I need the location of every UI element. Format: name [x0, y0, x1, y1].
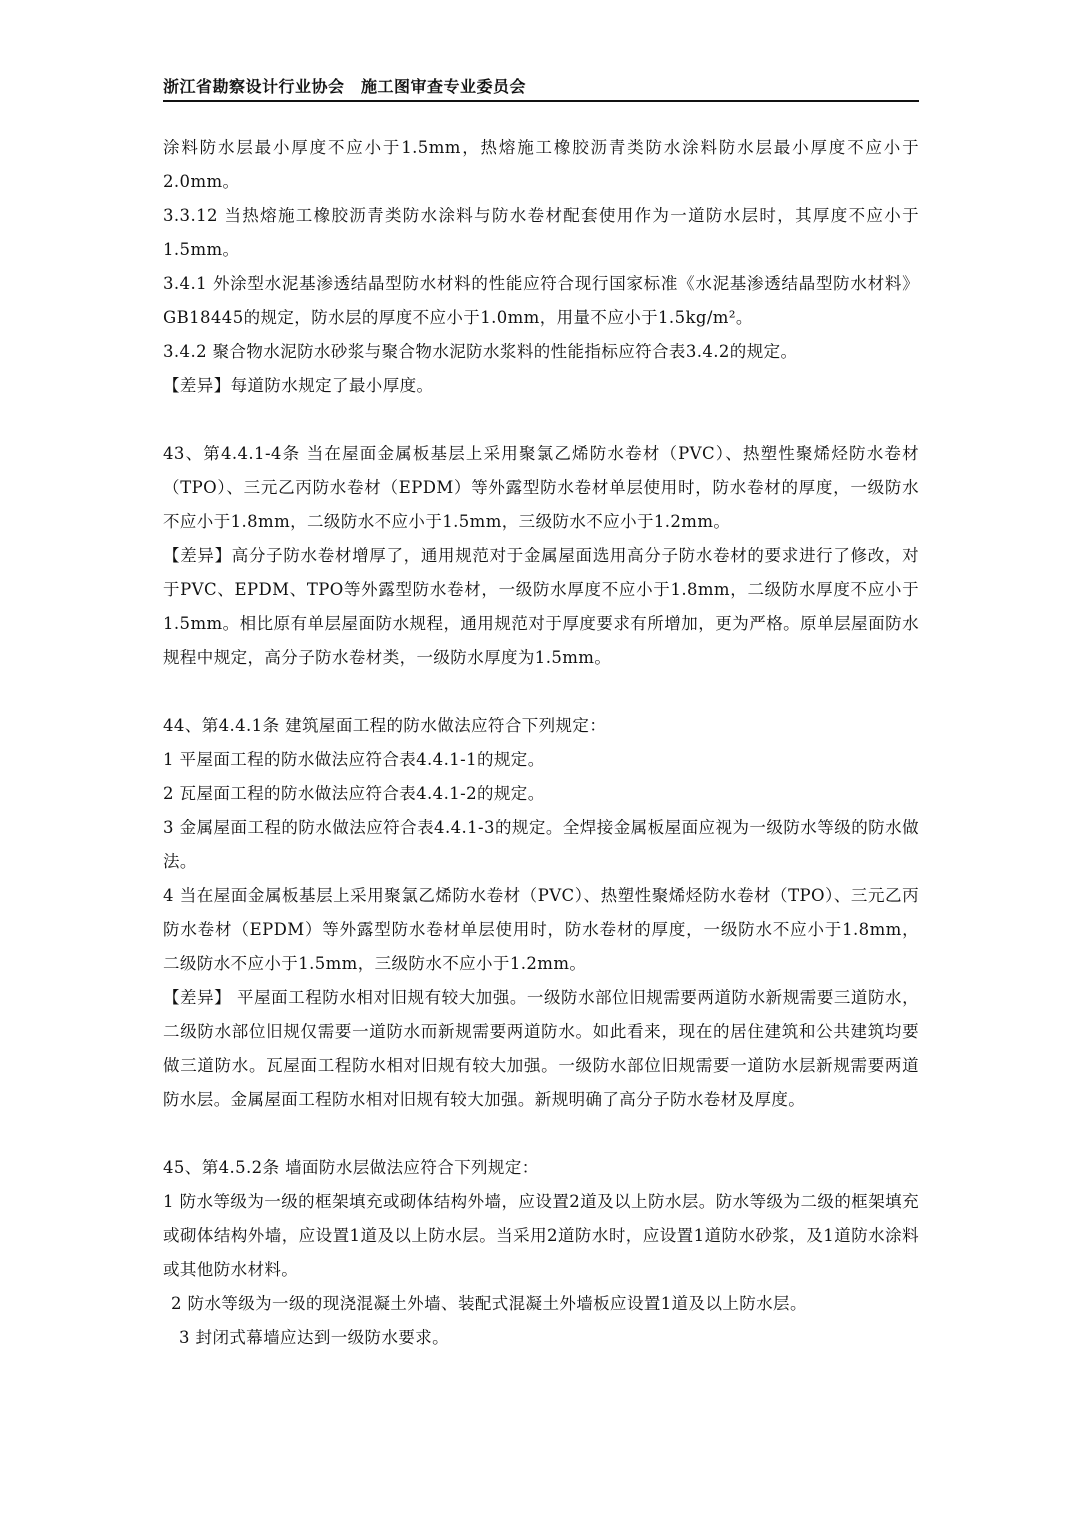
section-45-item-3: 3 封闭式幕墙应达到一级防水要求。 — [179, 1328, 450, 1347]
header-divider — [163, 100, 919, 102]
section-44-title: 44、第4.4.1条 建筑屋面工程的防水做法应符合下列规定： — [163, 716, 607, 735]
section-43-difference: 【差异】高分子防水卷材增厚了，通用规范对于金属屋面选用高分子防水卷材的要求进行了修改，对于PVC、EPDM、TPO等外露型防水卷材，一级防水厚度不应小于1.8mm，二级防水厚度不应小于1.5mm。相比原有单层屋面防水规程，通用规范对于厚度要求有所增加，更为严格。原单层屋面防水规程中规定，高分子防水卷材类，一级防水厚度为1.5mm。 — [163, 546, 919, 667]
clause-3-3-12: 3.3.12 当热熔施工橡胶沥青类防水涂料与防水卷材配套使用作为一道防水层时，其厚度不应小于1.5mm。 — [163, 206, 919, 259]
spacer — [163, 1117, 919, 1151]
document-body — [163, 131, 919, 1355]
section-44-difference: 【差异】 平屋面工程防水相对旧规有较大加强。一级防水部位旧规需要两道防水新规需要三道防水，二级防水部位旧规仅需要一道防水而新规需要两道防水。如此看来，现在的居住建筑和公共建筑均要做三道防水。瓦屋面工程防水相对旧规有较大加强。一级防水部位旧规需要一道防水层新规需要两道防水层。金属屋面工程防水相对旧规有较大加强。新规明确了高分子防水卷材及厚度。 — [163, 988, 919, 1109]
section-45-item-2: 2 防水等级为一级的现浇混凝土外墙、装配式混凝土外墙板应设置1道及以上防水层。 — [171, 1294, 807, 1313]
section-44-item-2: 2 瓦屋面工程的防水做法应符合表4.4.1-2的规定。 — [163, 784, 545, 803]
section-44-item-3: 3 金属屋面工程的防水做法应符合表4.4.1-3的规定。全焊接金属板屋面应视为一级防水等级的防水做法。 — [163, 818, 919, 871]
section-45-item-1: 1 防水等级为一级的框架填充或砌体结构外墙，应设置2道及以上防水层。防水等级为二级的框架填充或砌体结构外墙，应设置1道及以上防水层。当采用2道防水时，应设置1道防水砂浆，及1道防水涂料或其他防水材料。 — [163, 1192, 919, 1279]
spacer — [163, 403, 919, 437]
section-45-title: 45、第4.5.2条 墙面防水层做法应符合下列规定： — [163, 1158, 539, 1177]
clause-3-4-1: 3.4.1 外涂型水泥基渗透结晶型防水材料的性能应符合现行国家标准《水泥基渗透结晶型防水材料》GB18445的规定，防水层的厚度不应小于1.0mm，用量不应小于1.5kg/m²。 — [163, 274, 919, 327]
section-44-item-4: 4 当在屋面金属板基层上采用聚氯乙烯防水卷材（PVC）、热塑性聚烯烃防水卷材（TPO）、三元乙丙防水卷材（EPDM）等外露型防水卷材单层使用时，防水卷材的厚度，一级防水不应小于1.8mm，二级防水不应小于1.5mm，三级防水不应小于1.2mm。 — [163, 886, 919, 973]
spacer — [163, 675, 919, 709]
difference-note-1: 【差异】每道防水规定了最小厚度。 — [163, 376, 434, 395]
paragraph-coating-thickness: 涂料防水层最小厚度不应小于1.5mm，热熔施工橡胶沥青类防水涂料防水层最小厚度不应小于2.0mm。 — [163, 138, 919, 191]
page-header: 浙江省勘察设计行业协会 施工图审查专业委员会 — [163, 77, 527, 96]
section-43-title: 43、第4.4.1-4条 当在屋面金属板基层上采用聚氯乙烯防水卷材（PVC）、热塑性聚烯烃防水卷材（TPO）、三元乙丙防水卷材（EPDM）等外露型防水卷材单层使用时，防水卷材的厚度，一级防水不应小于1.8mm，二级防水不应小于1.5mm，三级防水不应小于1.2mm。 — [163, 444, 919, 531]
section-44-item-1: 1 平屋面工程的防水做法应符合表4.4.1-1的规定。 — [163, 750, 545, 769]
clause-3-4-2: 3.4.2 聚合物水泥防水砂浆与聚合物水泥防水浆料的性能指标应符合表3.4.2的规定。 — [163, 342, 798, 361]
